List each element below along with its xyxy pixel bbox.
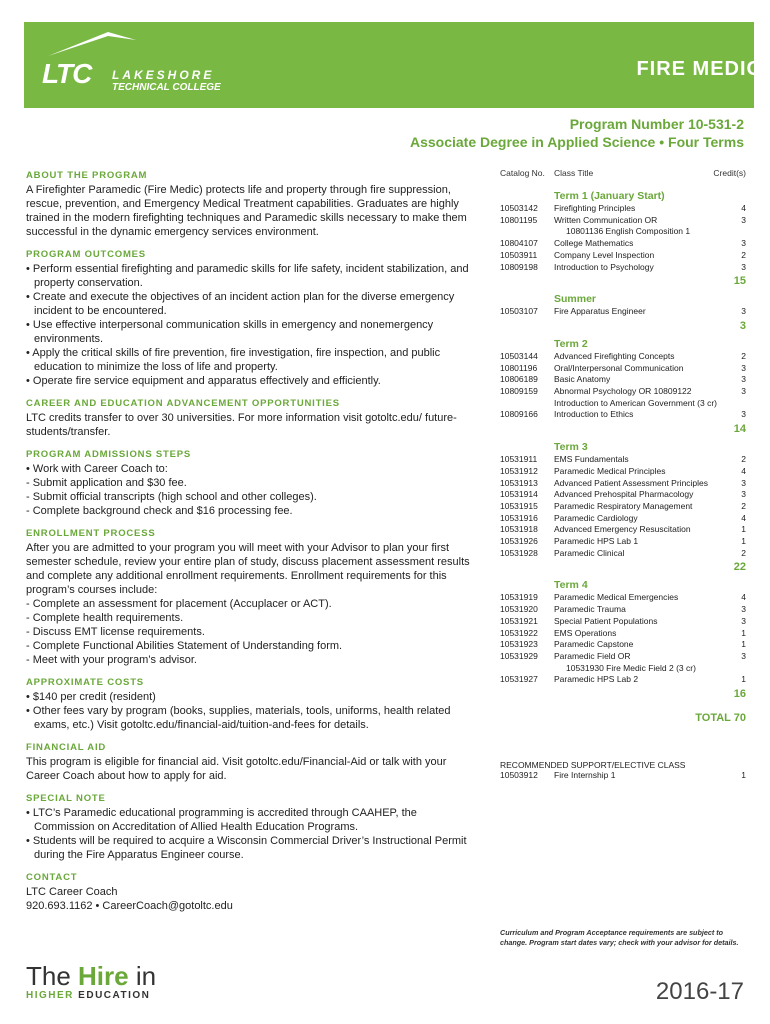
hire-the: The	[26, 961, 79, 991]
hire-subline	[26, 990, 156, 1001]
course-title: Written Communication OR	[554, 214, 658, 225]
hire-in: in	[128, 961, 157, 991]
course-credits: 3	[741, 374, 746, 385]
left-column	[26, 170, 476, 913]
course-row	[500, 374, 746, 386]
course-title: EMS Operations	[554, 627, 617, 638]
course-credits: 1	[741, 674, 746, 685]
aid-text: This program is eligible for financial aid. Visit gotoltc.edu/Financial-Aid or talk with your Career Coach about how to apply for aid.	[26, 756, 447, 782]
course-title: Oral/Interpersonal Communication	[554, 362, 684, 373]
course-credits: 4	[741, 465, 746, 476]
contact-details: 920.693.1162 • CareerCoach@gotoltc.edu	[26, 900, 233, 912]
enrollment-item: - Complete an assessment for placement (Accuplacer or ACT).	[26, 598, 332, 610]
course-title: Introduction to Psychology	[554, 261, 654, 272]
outcome-item: • Create and execute the objectives of an incident action plan for the diverse emergency incident to be encountered.	[26, 291, 455, 317]
disclaimer: Curriculum and Program Acceptance requirements are subject to change. Program start dates vary; check with your advisor for details.	[500, 928, 739, 947]
outcome-item: • Operate fire service equipment and apparatus effectively and efficiently.	[26, 375, 381, 387]
term-total: 3	[739, 319, 746, 332]
course-title: Abnormal Psychology OR 10809122	[554, 386, 692, 397]
course-credits: 1	[741, 536, 746, 547]
hire-tagline	[26, 962, 156, 990]
course-title: Advanced Emergency Resuscitation	[554, 524, 691, 535]
note-heading: SPECIAL NOTE	[26, 793, 106, 804]
course-title: Special Patient Populations	[554, 615, 658, 626]
career-heading: CAREER AND EDUCATION ADVANCEMENT OPPORTUNITIES	[26, 398, 340, 409]
course-number: 10806189	[500, 374, 538, 385]
recommended-row	[500, 770, 746, 782]
admissions-item: • Work with Career Coach to:	[26, 463, 168, 475]
course-credits: 2	[741, 547, 746, 558]
course-number: 10531918	[500, 524, 538, 535]
course-row	[500, 639, 746, 651]
course-number: 10801196	[500, 362, 538, 373]
outcome-item: • Apply the critical skills of fire prevention, fire investigation, fire inspection, and public education to minimize the loss of life and property.	[26, 347, 441, 373]
catalog-header	[500, 168, 746, 178]
term-title: Summer	[554, 293, 597, 306]
hire-higher: HIGHER	[26, 990, 79, 1001]
banner-title: FIRE MEDIC	[636, 58, 762, 80]
course-number: 10531914	[500, 489, 538, 500]
course-number: 10531920	[500, 604, 538, 615]
course-credits: 4	[741, 592, 746, 603]
costs-heading: APPROXIMATE COSTS	[26, 677, 144, 688]
course-credits: 2	[741, 454, 746, 465]
course-row	[500, 466, 746, 478]
course-row	[500, 215, 746, 227]
course-row	[500, 501, 746, 513]
course-row	[500, 351, 746, 363]
term-title: Term 1 (January Start)	[554, 190, 665, 202]
course-title: Basic Anatomy	[554, 374, 611, 385]
course-title: Paramedic Capstone	[554, 639, 634, 650]
course-credits: 3	[741, 409, 746, 420]
course-credits: 3	[741, 386, 746, 397]
course-credits: 1	[741, 524, 746, 535]
logo-name-line2: TECHNICAL COLLEGE	[112, 82, 221, 93]
course-title: Fire Internship 1	[554, 770, 616, 781]
catalog-year: 2016-17	[655, 978, 744, 1005]
logo-roof-icon	[48, 30, 138, 60]
course-number: 10503144	[500, 350, 538, 361]
admissions-item: - Submit official transcripts (high school and other colleges).	[26, 491, 317, 503]
admissions-item: - Complete background check and $16 processing fee.	[26, 505, 293, 517]
logo-ltc-text: LTC	[42, 58, 92, 89]
course-row	[500, 203, 746, 215]
grand-total: TOTAL 70	[695, 712, 746, 725]
program-number: Program Number 10-531-2	[569, 116, 744, 132]
term-title: Term 3	[554, 441, 588, 454]
course-title: Paramedic Field OR	[554, 650, 631, 661]
course-credits: 2	[741, 350, 746, 361]
course-row	[500, 674, 746, 686]
enrollment-item: - Discuss EMT license requirements.	[26, 626, 205, 638]
course-title: Paramedic HPS Lab 1	[554, 536, 639, 547]
aid-heading: FINANCIAL AID	[26, 742, 107, 753]
enrollment-item: - Complete health requirements.	[26, 612, 184, 624]
course-credits: 3	[741, 650, 746, 661]
term-title: Term 4	[554, 579, 588, 592]
course-title: Advanced Patient Assessment Principles	[554, 477, 709, 488]
course-row	[500, 592, 746, 604]
course-credits: 3	[741, 615, 746, 626]
logo-name-line1: LAKESHORE	[112, 68, 215, 82]
course-credits: 4	[741, 203, 746, 213]
credits-header: Credit(s)	[713, 168, 746, 178]
course-alternative: 10531930 Fire Medic Field 2 (3 cr)	[566, 662, 696, 673]
course-number: 10531921	[500, 615, 538, 626]
curriculum-column	[500, 168, 746, 782]
course-title: Paramedic Trauma	[554, 604, 626, 615]
course-row	[500, 536, 746, 548]
course-credits: 3	[741, 604, 746, 615]
course-number: 10531913	[500, 477, 538, 488]
admissions-heading: PROGRAM ADMISSIONS STEPS	[26, 449, 192, 460]
course-number: 10531928	[500, 547, 538, 558]
note-item: • LTC’s Paramedic educational programming is accredited through CAAHEP, the Commission on Accreditation of Allied Health Education Programs.	[26, 807, 417, 833]
course-row	[500, 262, 746, 274]
course-title: Firefighting Principles	[554, 203, 636, 213]
contact-name: LTC Career Coach	[26, 886, 118, 898]
degree-line: Associate Degree in Applied Science • Four Terms	[409, 134, 744, 150]
term-total: 16	[733, 688, 746, 701]
course-number: 10531911	[500, 454, 538, 465]
cost-item: • $140 per credit (resident)	[26, 691, 156, 703]
course-credits: 2	[741, 249, 746, 260]
course-credits: 4	[741, 512, 746, 523]
term-title: Term 2	[554, 337, 588, 350]
course-number: 10531926	[500, 536, 538, 547]
course-row	[500, 616, 746, 628]
course-row	[500, 489, 746, 501]
terms-list	[500, 190, 746, 700]
course-row	[500, 250, 746, 262]
course-row	[500, 238, 746, 250]
term-total: 14	[733, 423, 746, 436]
course-number: 10809159	[500, 386, 538, 397]
hire-logo	[26, 962, 156, 1001]
course-number: 10809166	[500, 409, 538, 420]
course-title: Paramedic Medical Principles	[554, 465, 666, 476]
admissions-item: - Submit application and $30 fee.	[26, 477, 187, 489]
recommended-heading: RECOMMENDED SUPPORT/ELECTIVE CLASS	[500, 760, 686, 771]
course-title: EMS Fundamentals	[554, 454, 629, 465]
course-number: 10531927	[500, 674, 538, 685]
course-alternative: Introduction to American Government (3 cr)	[554, 397, 717, 408]
course-row	[500, 386, 746, 398]
course-title: Paramedic Respiratory Management	[554, 500, 693, 511]
course-title: College Mathematics	[554, 238, 634, 249]
note-item: • Students will be required to acquire a Wisconsin Commercial Driver’s Instructional Permit during the Fire Apparatus Engineer course.	[26, 835, 467, 861]
course-title: Paramedic Clinical	[554, 547, 625, 558]
course-number: 10531919	[500, 592, 538, 603]
course-credits: 3	[741, 362, 746, 373]
course-number: 10531915	[500, 500, 538, 511]
enrollment-text: After you are admitted to your program you will meet with your Advisor to plan your first semester schedule, review your entire plan of study, discuss placement assessment results and complete any additional enrollment requirements. Enrollment requirements for this program’s courses include:	[26, 542, 470, 596]
course-number: 10503107	[500, 306, 538, 317]
term-total: 22	[733, 561, 746, 574]
course-title: Fire Apparatus Engineer	[554, 306, 646, 317]
course-row	[500, 363, 746, 375]
course-credits: 3	[741, 238, 746, 249]
term-total: 15	[733, 275, 746, 288]
course-row	[500, 454, 746, 466]
course-credits: 3	[741, 489, 746, 500]
course-title: Introduction to Ethics	[554, 409, 634, 420]
course-row	[500, 628, 746, 640]
course-row	[500, 524, 746, 536]
enrollment-item: - Meet with your program’s advisor.	[26, 654, 197, 666]
course-number: 10503911	[500, 249, 538, 260]
course-number: 10531916	[500, 512, 538, 523]
course-title: Paramedic Medical Emergencies	[554, 592, 679, 603]
career-text: LTC credits transfer to over 30 universities. For more information visit gotoltc.edu/ future-students/transfer.	[26, 412, 457, 438]
course-row	[500, 513, 746, 525]
course-number: 10503142	[500, 203, 538, 213]
course-row	[500, 409, 746, 421]
about-heading: ABOUT THE PROGRAM	[26, 170, 148, 181]
outcome-item: • Perform essential firefighting and paramedic skills for life safety, incident stabilization, and property conservation.	[26, 263, 469, 289]
course-title: Advanced Firefighting Concepts	[554, 350, 675, 361]
course-credits: 3	[741, 261, 746, 272]
course-row	[500, 651, 746, 663]
course-number: 10809198	[500, 261, 538, 272]
course-number: 10804107	[500, 238, 538, 249]
course-credits: 3	[741, 477, 746, 488]
course-row	[500, 478, 746, 490]
course-number: 10801195	[500, 214, 538, 225]
course-number: 10531912	[500, 465, 538, 476]
course-title: Paramedic Cardiology	[554, 512, 638, 523]
enrollment-heading: ENROLLMENT PROCESS	[26, 528, 156, 539]
course-credits: 2	[741, 500, 746, 511]
course-row	[500, 306, 746, 318]
course-number: 10531923	[500, 639, 538, 650]
outcomes-heading: PROGRAM OUTCOMES	[26, 249, 146, 260]
catalog-no-header: Catalog No.	[500, 168, 545, 178]
course-alternative: 10801136 English Composition 1	[566, 226, 691, 237]
ltc-logo	[42, 36, 262, 96]
class-title-header: Class Title	[554, 168, 594, 178]
hire-word: Hire	[78, 961, 129, 991]
course-title: Company Level Inspection	[554, 249, 655, 260]
course-credits: 3	[741, 214, 746, 225]
course-row	[500, 604, 746, 616]
course-title: Advanced Prehospital Pharmacology	[554, 489, 694, 500]
cost-item: • Other fees vary by program (books, supplies, materials, tools, uniforms, health related exams, etc.) Visit gotoltc.edu/financial-aid/tuition-and-fees for details.	[26, 705, 451, 731]
about-text: A Firefighter Paramedic (Fire Medic) protects life and property through fire suppression, rescue, prevention, and Emergency Medical Treatment capabilities. Graduates are highly trained in the modern firefighting techniques and Paramedic skills necessary to make them successful in the dynamic emergency services environment.	[26, 184, 467, 238]
course-row	[500, 548, 746, 560]
recommended-section	[500, 760, 746, 782]
course-credits: 1	[741, 770, 746, 781]
course-credits: 1	[741, 627, 746, 638]
contact-heading: CONTACT	[26, 872, 78, 883]
course-number: 10531929	[500, 650, 538, 661]
course-number: 10531922	[500, 627, 538, 638]
course-title: Paramedic HPS Lab 2	[554, 674, 639, 685]
hire-education: EDUCATION	[78, 990, 151, 1001]
enrollment-item: - Complete Functional Abilities Statement of Understanding form.	[26, 640, 343, 652]
course-credits: 1	[741, 639, 746, 650]
course-number: 10503912	[500, 770, 538, 781]
course-credits: 3	[741, 306, 746, 317]
outcome-item: • Use effective interpersonal communication skills in emergency and nonemergency environments.	[26, 319, 434, 345]
